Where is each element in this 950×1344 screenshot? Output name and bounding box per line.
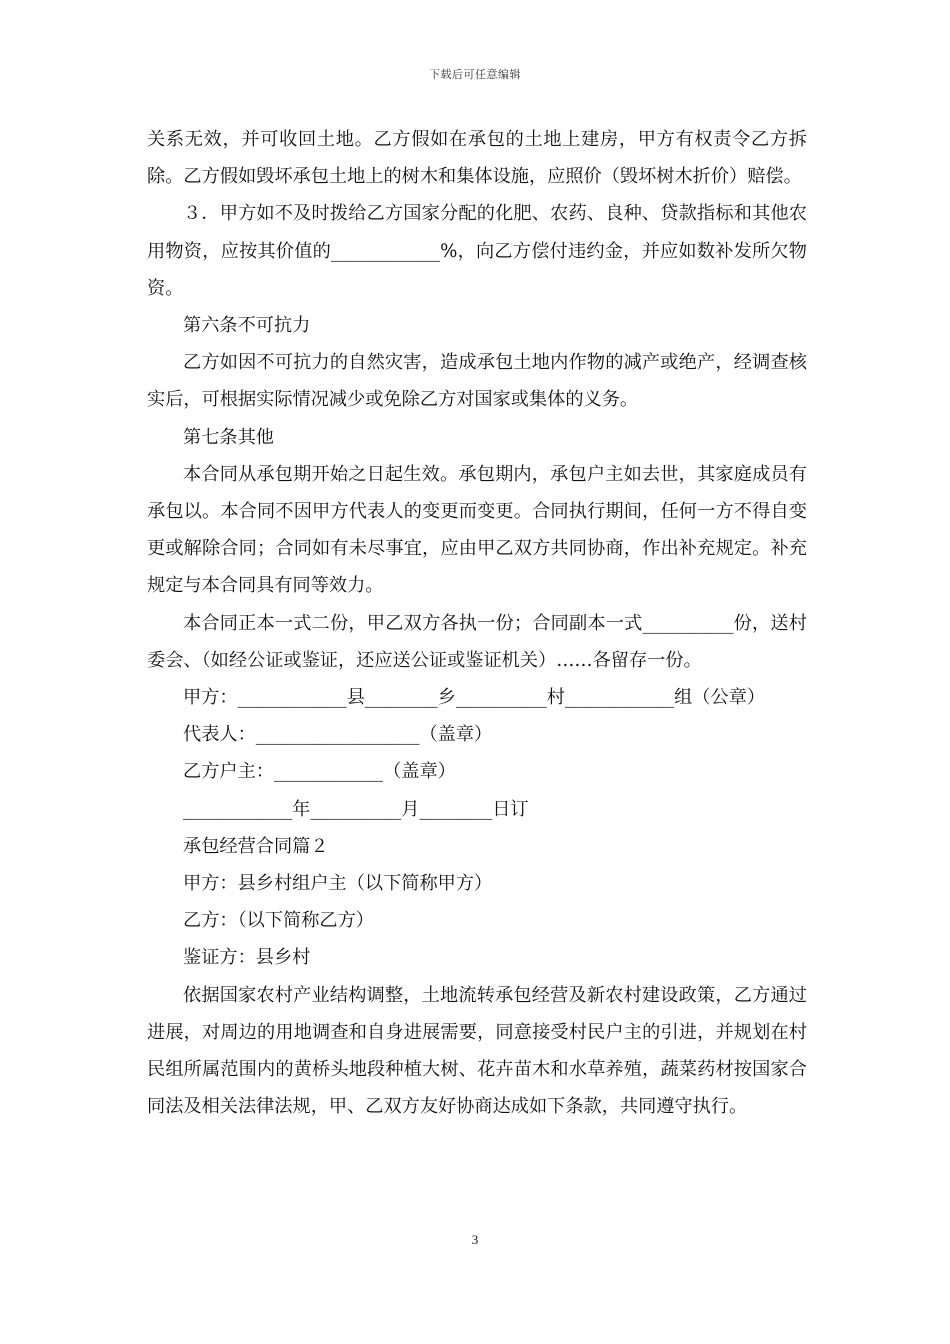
article-six-heading: 第六条不可抗力 bbox=[183, 315, 311, 337]
party-b-signature-line: 乙方户主：____________（盖章） bbox=[183, 761, 456, 783]
paragraph-force-majeure: 乙方如因不可抗力的自然灾害，造成承包土地内作物的减产或绝产，经调查核实后，可根据实际情况减少或免除乙方对国家或集体的义务。 bbox=[147, 352, 807, 411]
paragraph-penalty-materials: ３．甲方如不及时拨给乙方国家分配的化肥、农药、良种、贷款指标和其他农用物资，应按其价值的____________%，向乙方偿付违约金，并应如数补发所欠物资。 bbox=[147, 203, 807, 299]
contract-two-witness: 鉴证方：县乡村 bbox=[183, 947, 311, 969]
document-body bbox=[147, 121, 807, 1125]
date-line: ____________年__________月________日订 bbox=[183, 798, 529, 820]
contract-two-party-a: 甲方：县乡村组户主（以下简称甲方） bbox=[183, 873, 493, 895]
party-a-signature-line: 甲方：____________县________乡__________村____________组（公章） bbox=[183, 687, 766, 709]
contract-two-title: 承包经营合同篇２ bbox=[183, 835, 329, 857]
page-header-note: 下载后可任意编辑 bbox=[429, 68, 521, 81]
contract-two-party-b: 乙方：（以下简称乙方） bbox=[183, 910, 374, 932]
paragraph-copies: 本合同正本一式二份，甲乙双方各执一份；合同副本一式__________份，送村委会、（如经公证或鉴证，还应送公证或鉴证机关）……各留存一份。 bbox=[147, 612, 807, 671]
article-seven-heading: 第七条其他 bbox=[183, 426, 274, 448]
representative-signature-line: 代表人：__________________（盖章） bbox=[183, 724, 493, 746]
contract-two-preamble: 依据国家农村产业结构调整，土地流转承包经营及新农村建设政策，乙方通过进展，对周边的用地调查和自身进展需要，同意接受村民户主的引进，并规划在村民组所属范围内的黄桥头地段种植大树、花卉苗木和水草养殖，蔬菜药材按国家合同法及相关法律法规，甲、乙双方友好协商达成如下条款，共同遵守执行。 bbox=[147, 984, 807, 1118]
paragraph-land-return: 关系无效，并可收回土地。乙方假如在承包的土地上建房，甲方有权责令乙方拆除。乙方假如毁坏承包土地上的树木和集体设施，应照价（毁坏树木折价）赔偿。 bbox=[147, 129, 807, 188]
page-number: 3 bbox=[471, 1232, 479, 1247]
paragraph-effective-date: 本合同从承包期开始之日起生效。承包期内，承包户主如去世，其家庭成员有承包以。本合同不因甲方代表人的变更而变更。合同执行期间，任何一方不得自变更或解除合同；合同如有未尽事宜，应由甲乙双方共同协商，作出补充规定。补充规定与本合同具有同等效力。 bbox=[147, 463, 807, 597]
